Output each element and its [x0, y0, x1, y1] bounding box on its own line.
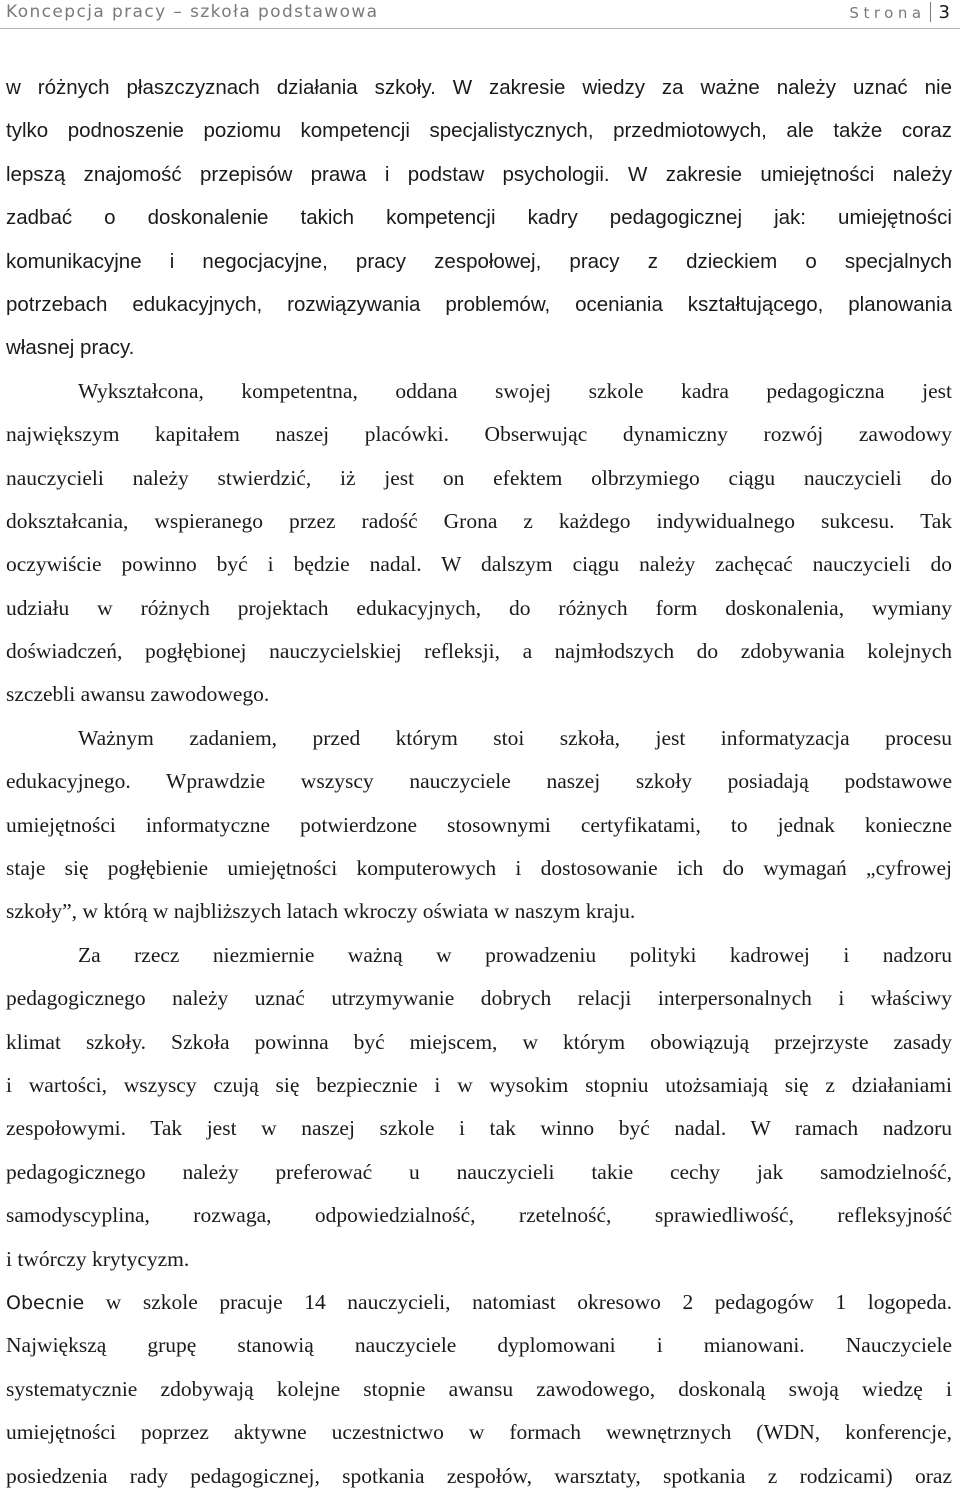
text-line: własnej pracy. [6, 336, 135, 360]
text-line: Największą grupę stanowią nauczyciele dyplomowani i mianowani. Nauczyciele [6, 1333, 952, 1358]
document-body [6, 66, 952, 1498]
text-line: Za rzecz niezmiernie ważną w prowadzeniu polityki kadrowej i nadzoru [78, 942, 952, 967]
header-title: Koncepcja pracy – szkoła podstawowa [6, 2, 379, 22]
page-number: 3 [938, 2, 950, 23]
text-line: i twórczy krytycyzm. [6, 1246, 190, 1271]
text-line: nauczycieli należy stwierdzić, iż jest on efektem olbrzymiego ciągu nauczycieli do [6, 465, 952, 490]
text-line: systematycznie zdobywają kolejne stopnie awansu zawodowego, doskonalą swoją wiedzę i [6, 1376, 952, 1401]
text-line: oczywiście powinno być i będzie nadal. W dalszym ciągu należy zachęcać nauczycieli do [6, 552, 952, 577]
text-line: staje się pogłębienie umiejętności komputerowych i dostosowanie ich do wymagań „cyfrowej [6, 856, 952, 881]
text-line: w różnych płaszczyznach działania szkoły. W zakresie wiedzy za ważne należy uznać nie [6, 76, 952, 99]
line-lead-word: Obecnie [6, 1291, 85, 1314]
text-line: lepszą znajomość przepisów prawa i podstaw psychologii. W zakresie umiejętności należy [6, 162, 952, 186]
text-line: tylko podnoszenie poziomu kompetencji specjalistycznych, przedmiotowych, ale także coraz [6, 119, 952, 143]
page-indicator [849, 2, 950, 23]
text-line: pedagogicznego należy preferować u nauczycieli takie cechy jak samodzielność, [6, 1159, 952, 1184]
text-line: pedagogicznego należy uznać utrzymywanie dobrych relacji interpersonalnych i właściwy [6, 986, 952, 1011]
text-line: umiejętności poprzez aktywne uczestnictwo w formach wewnętrznych (WDN, konferencje, [6, 1420, 952, 1445]
text-line: zespołowymi. Tak jest w naszej szkole i tak winno być nadal. W ramach nadzoru [6, 1116, 952, 1141]
text-line: samodyscyplina, rozwaga, odpowiedzialność, rzetelność, sprawiedliwość, refleksyjność [6, 1203, 952, 1228]
text-line: udziału w różnych projektach edukacyjnych, do różnych form doskonalenia, wymiany [6, 595, 952, 620]
header-rule [0, 28, 960, 29]
text-line: szczebli awansu zawodowego. [6, 682, 270, 707]
header-separator [930, 2, 931, 22]
text-line [6, 1281, 952, 1324]
line-text: w szkole pracuje 14 nauczycieli, natomiast okresowo 2 pedagogów 1 logopeda. [105, 1289, 952, 1314]
text-line: edukacyjnego. Wprawdzie wszyscy nauczyciele naszej szkoły posiadają podstawowe [6, 769, 952, 794]
text-line: i wartości, wszyscy czują się bezpiecznie i w wysokim stopniu utożsamiają się z działaniami [6, 1072, 952, 1097]
page-header [0, 0, 960, 32]
text-line: zadbać o doskonalenie takich kompetencji kadry pedagogicznej jak: umiejętności [6, 206, 952, 230]
text-line: największym kapitałem naszej placówki. Obserwując dynamiczny rozwój zawodowy [6, 422, 952, 447]
text-line: umiejętności informatyczne potwierdzone stosownymi certyfikatami, to jednak konieczne [6, 812, 952, 837]
text-line: posiedzenia rady pedagogicznej, spotkania zespołów, warsztaty, spotkania z rodzicami) oraz [6, 1463, 952, 1488]
page-word: Strona [849, 4, 926, 22]
text-line: klimat szkoły. Szkoła powinna być miejscem, w którym obowiązują przejrzyste zasady [6, 1029, 952, 1054]
text-line: szkoły”, w którą w najbliższych latach wkroczy oświata w naszym kraju. [6, 899, 636, 924]
text-line: komunikacyjne i negocjacyjne, pracy zespołowej, pracy z dzieckiem o specjalnych [6, 249, 952, 273]
text-line: Ważnym zadaniem, przed którym stoi szkoła, jest informatyzacja procesu [78, 725, 952, 750]
text-line: doświadczeń, pogłębionej nauczycielskiej refleksji, a najmłodszych do zdobywania kolejnych [6, 639, 952, 664]
text-line: dokształcania, wspieranego przez radość Grona z każdego indywidualnego sukcesu. Tak [6, 508, 952, 533]
text-line: potrzebach edukacyjnych, rozwiązywania problemów, oceniania kształtującego, planowania [6, 292, 952, 316]
text-line: Wykształcona, kompetentna, oddana swojej szkole kadra pedagogiczna jest [78, 378, 952, 403]
